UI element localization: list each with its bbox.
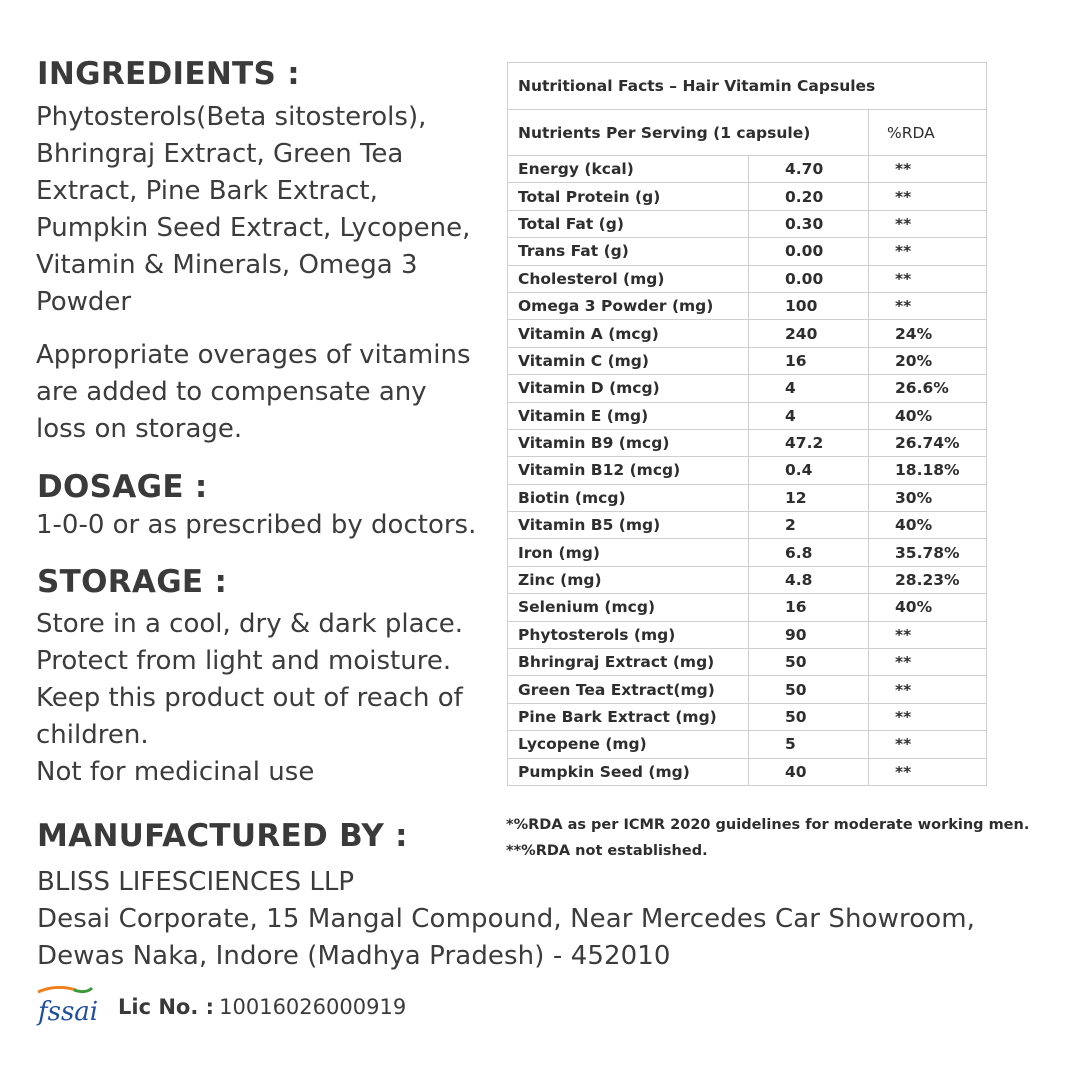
manufacturer-address bbox=[37, 901, 975, 975]
value-cell: 240 bbox=[749, 320, 869, 347]
storage-line: Keep this product out of reach of bbox=[36, 683, 463, 713]
table-row bbox=[508, 539, 987, 566]
ingredients-line: Bhringraj Extract, Green Tea bbox=[36, 139, 404, 169]
table-row bbox=[508, 375, 987, 402]
rda-header: %RDA bbox=[869, 110, 987, 156]
ingredients-list bbox=[36, 99, 470, 321]
rda-cell: 40% bbox=[869, 594, 987, 621]
manufacturer-heading: MANUFACTURED BY : bbox=[37, 818, 408, 854]
table-row bbox=[508, 703, 987, 730]
rda-cell: ** bbox=[869, 621, 987, 648]
table-row bbox=[508, 156, 987, 183]
value-cell: 4 bbox=[749, 375, 869, 402]
nutrient-cell: Vitamin B9 (mcg) bbox=[508, 429, 749, 456]
serving-header: Nutrients Per Serving (1 capsule) bbox=[508, 110, 869, 156]
table-row bbox=[508, 238, 987, 265]
table-row bbox=[508, 676, 987, 703]
value-cell: 16 bbox=[749, 594, 869, 621]
rda-cell: ** bbox=[869, 292, 987, 319]
nutrient-cell: Total Fat (g) bbox=[508, 210, 749, 237]
nutrient-cell: Green Tea Extract(mg) bbox=[508, 676, 749, 703]
overages-note-line: are added to compensate any bbox=[36, 377, 427, 407]
address-line: Desai Corporate, 15 Mangal Compound, Near Mercedes Car Showroom, bbox=[37, 904, 975, 934]
ingredients-line: Pumpkin Seed Extract, Lycopene, bbox=[36, 213, 471, 243]
table-row bbox=[508, 594, 987, 621]
nutrient-cell: Total Protein (g) bbox=[508, 183, 749, 210]
nutrient-cell: Trans Fat (g) bbox=[508, 238, 749, 265]
table-row bbox=[508, 292, 987, 319]
nutrient-cell: Phytosterols (mg) bbox=[508, 621, 749, 648]
rda-cell: ** bbox=[869, 676, 987, 703]
storage-line: Not for medicinal use bbox=[36, 757, 315, 787]
table-row bbox=[508, 621, 987, 648]
nutrient-cell: Pine Bark Extract (mg) bbox=[508, 703, 749, 730]
rda-cell: 40% bbox=[869, 402, 987, 429]
table-row bbox=[508, 210, 987, 237]
ingredients-line: Extract, Pine Bark Extract, bbox=[36, 176, 378, 206]
value-cell: 47.2 bbox=[749, 429, 869, 456]
dosage-heading: DOSAGE : bbox=[37, 469, 208, 505]
value-cell: 0.30 bbox=[749, 210, 869, 237]
nutrient-cell: Selenium (mcg) bbox=[508, 594, 749, 621]
nutrient-cell: Energy (kcal) bbox=[508, 156, 749, 183]
value-cell: 50 bbox=[749, 703, 869, 730]
rda-cell: 35.78% bbox=[869, 539, 987, 566]
value-cell: 0.00 bbox=[749, 238, 869, 265]
footnote-not-established: **%RDA not established. bbox=[506, 843, 708, 859]
manufacturer-name: BLISS LIFESCIENCES LLP bbox=[37, 867, 355, 897]
license-line bbox=[118, 995, 406, 1019]
rda-cell: 24% bbox=[869, 320, 987, 347]
value-cell: 100 bbox=[749, 292, 869, 319]
storage-list bbox=[36, 606, 463, 791]
rda-cell: ** bbox=[869, 703, 987, 730]
table-title-row bbox=[508, 63, 987, 110]
storage-heading: STORAGE : bbox=[37, 564, 228, 600]
table-row bbox=[508, 649, 987, 676]
rda-cell: ** bbox=[869, 265, 987, 292]
overages-note-line: Appropriate overages of vitamins bbox=[36, 340, 471, 370]
table-header-row bbox=[508, 110, 987, 156]
table-row bbox=[508, 265, 987, 292]
value-cell: 40 bbox=[749, 758, 869, 785]
overages-note-line: loss on storage. bbox=[36, 414, 243, 444]
nutrient-cell: Lycopene (mg) bbox=[508, 731, 749, 758]
table-title: Nutritional Facts – Hair Vitamin Capsules bbox=[508, 63, 987, 110]
nutrient-cell: Vitamin E (mg) bbox=[508, 402, 749, 429]
rda-cell: ** bbox=[869, 649, 987, 676]
value-cell: 4 bbox=[749, 402, 869, 429]
value-cell: 12 bbox=[749, 484, 869, 511]
nutrient-cell: Pumpkin Seed (mg) bbox=[508, 758, 749, 785]
storage-line: Protect from light and moisture. bbox=[36, 646, 452, 676]
rda-cell: 30% bbox=[869, 484, 987, 511]
nutrient-cell: Omega 3 Powder (mg) bbox=[508, 292, 749, 319]
rda-cell: ** bbox=[869, 183, 987, 210]
nutrient-cell: Biotin (mcg) bbox=[508, 484, 749, 511]
value-cell: 0.4 bbox=[749, 457, 869, 484]
nutrient-cell: Iron (mg) bbox=[508, 539, 749, 566]
fssai-logo bbox=[36, 986, 102, 1028]
value-cell: 90 bbox=[749, 621, 869, 648]
nutrient-cell: Cholesterol (mg) bbox=[508, 265, 749, 292]
license-number: 10016026000919 bbox=[219, 995, 407, 1019]
address-line: Dewas Naka, Indore (Madhya Pradesh) - 452010 bbox=[37, 941, 671, 971]
dosage-text: 1-0-0 or as prescribed by doctors. bbox=[36, 510, 477, 540]
table-row bbox=[508, 566, 987, 593]
value-cell: 5 bbox=[749, 731, 869, 758]
value-cell: 0.20 bbox=[749, 183, 869, 210]
rda-cell: 20% bbox=[869, 347, 987, 374]
rda-cell: 40% bbox=[869, 512, 987, 539]
value-cell: 6.8 bbox=[749, 539, 869, 566]
rda-cell: ** bbox=[869, 731, 987, 758]
table-row bbox=[508, 457, 987, 484]
value-cell: 50 bbox=[749, 676, 869, 703]
table-row bbox=[508, 347, 987, 374]
storage-line: children. bbox=[36, 720, 149, 750]
ingredients-line: Vitamin & Minerals, Omega 3 bbox=[36, 250, 418, 280]
ingredients-heading: INGREDIENTS : bbox=[37, 56, 300, 92]
nutrient-cell: Zinc (mg) bbox=[508, 566, 749, 593]
storage-line: Store in a cool, dry & dark place. bbox=[36, 609, 464, 639]
table-row bbox=[508, 429, 987, 456]
rda-cell: 18.18% bbox=[869, 457, 987, 484]
rda-cell: 26.6% bbox=[869, 375, 987, 402]
nutrient-cell: Vitamin B5 (mg) bbox=[508, 512, 749, 539]
table-row bbox=[508, 402, 987, 429]
table-row bbox=[508, 758, 987, 785]
table-row bbox=[508, 320, 987, 347]
nutrient-cell: Vitamin A (mcg) bbox=[508, 320, 749, 347]
value-cell: 50 bbox=[749, 649, 869, 676]
value-cell: 4.70 bbox=[749, 156, 869, 183]
nutrient-cell: Vitamin D (mcg) bbox=[508, 375, 749, 402]
rda-cell: ** bbox=[869, 238, 987, 265]
table-row bbox=[508, 183, 987, 210]
rda-cell: 26.74% bbox=[869, 429, 987, 456]
nutrition-table bbox=[507, 62, 987, 786]
rda-cell: ** bbox=[869, 156, 987, 183]
value-cell: 2 bbox=[749, 512, 869, 539]
ingredients-line: Phytosterols(Beta sitosterols), bbox=[36, 102, 427, 132]
rda-cell: ** bbox=[869, 758, 987, 785]
overages-note bbox=[36, 337, 470, 448]
nutrient-cell: Vitamin B12 (mcg) bbox=[508, 457, 749, 484]
license-label: Lic No. : bbox=[118, 995, 215, 1019]
value-cell: 4.8 bbox=[749, 566, 869, 593]
table-row bbox=[508, 731, 987, 758]
nutrient-cell: Vitamin C (mg) bbox=[508, 347, 749, 374]
ingredients-line: Powder bbox=[36, 287, 132, 317]
value-cell: 16 bbox=[749, 347, 869, 374]
footnote-rda: *%RDA as per ICMR 2020 guidelines for moderate working men. bbox=[506, 817, 1030, 833]
rda-cell: ** bbox=[869, 210, 987, 237]
table-row bbox=[508, 512, 987, 539]
nutrient-cell: Bhringraj Extract (mg) bbox=[508, 649, 749, 676]
fssai-logo-text: fssai bbox=[38, 997, 99, 1027]
fssai-logo-icon bbox=[36, 986, 102, 1028]
value-cell: 0.00 bbox=[749, 265, 869, 292]
table-row bbox=[508, 484, 987, 511]
rda-cell: 28.23% bbox=[869, 566, 987, 593]
